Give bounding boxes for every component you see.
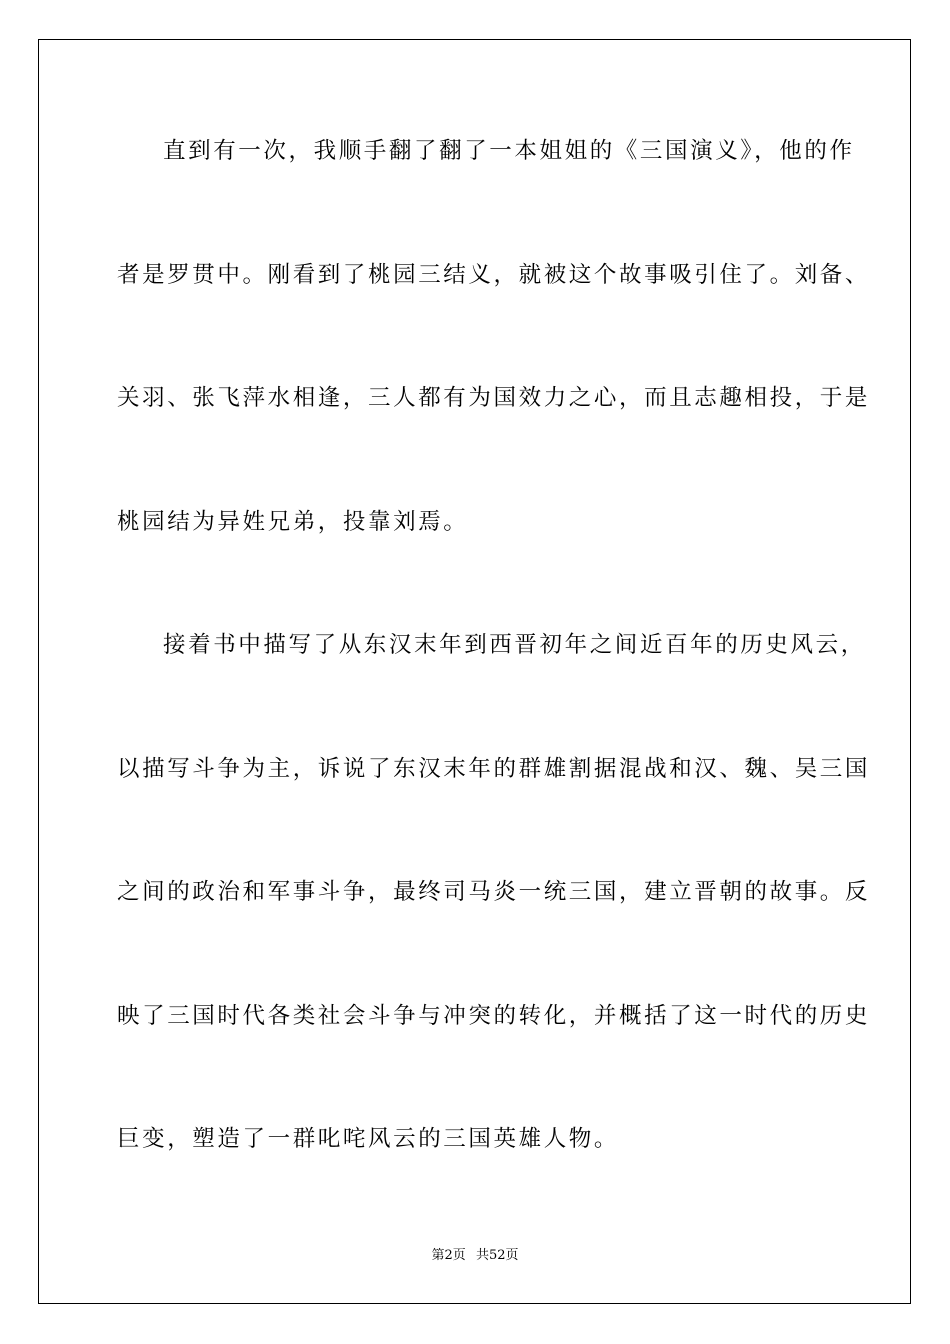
body-text-line: 映了三国时代各类社会斗争与冲突的转化，并概括了这一时代的历史	[117, 1003, 871, 1029]
body-text-line: 以描写斗争为主，诉说了东汉末年的群雄割据混战和汉、魏、吴三国	[117, 756, 871, 782]
body-text-line: 之间的政治和军事斗争，最终司马炎一统三国，建立晋朝的故事。反	[117, 879, 871, 905]
body-text-line: 者是罗贯中。刚看到了桃园三结义，就被这个故事吸引住了。刘备、	[117, 262, 871, 288]
page-border	[38, 39, 911, 1304]
body-text-line: 直到有一次，我顺手翻了翻了一本姐姐的《三国演义》，他的作	[163, 138, 855, 164]
body-text-line: 接着书中描写了从东汉末年到西晋初年之间近百年的历史风云，	[163, 632, 866, 658]
body-text-line: 桃园结为异姓兄弟，投靠刘焉。	[117, 509, 469, 535]
current-page-label: 第2页	[431, 1248, 466, 1263]
total-pages-label: 共52页	[475, 1248, 519, 1263]
body-text-line: 关羽、张飞萍水相逢，三人都有为国效力之心，而且志趣相投，于是	[117, 385, 871, 411]
body-text-line: 巨变，塑造了一群叱咤风云的三国英雄人物。	[117, 1126, 620, 1152]
page-footer	[0, 1247, 950, 1265]
